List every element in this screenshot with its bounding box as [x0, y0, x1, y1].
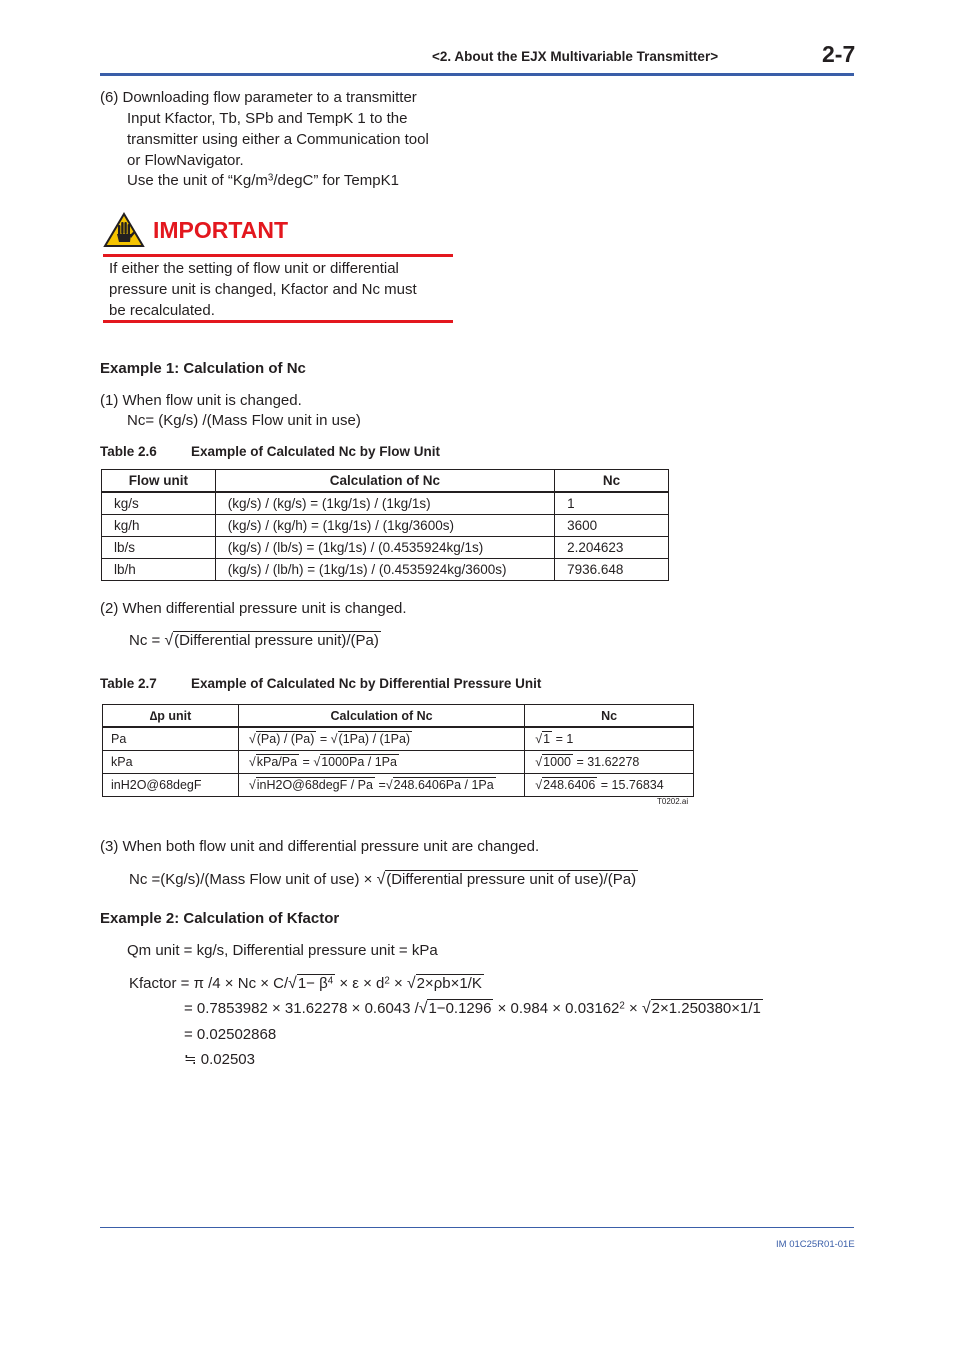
example2-heading: Example 2: Calculation of Kfactor	[100, 910, 340, 927]
important-line3: be recalculated.	[109, 302, 215, 319]
example1-heading: Example 1: Calculation of Nc	[100, 360, 306, 377]
table1-caption-number: Table 2.6	[100, 444, 157, 459]
nc-differential-pressure-table	[102, 704, 694, 797]
step6-line3: transmitter using either a Communication tool	[127, 131, 429, 148]
table1-header-nc: Nc	[555, 470, 669, 493]
table-cell: √kPa/Pa = √1000Pa / 1Pa	[238, 751, 524, 774]
table-cell: √inH2O@68degF / Pa =√248.6406Pa / 1Pa	[238, 774, 524, 797]
step6-line5: Use the unit of “$Kg/m^3$/degC” for TempK1	[127, 172, 399, 189]
kfactor-formula: Kfactor = π $/4 \times Nc \times C/√1- \beta^4 \times \varepsilon \times d^2 \times √2\times\rho b\times 1/K$	[129, 975, 482, 992]
table-cell: √1 = 1	[525, 727, 694, 751]
table2-caption-title: Example of Calculated Nc by Differential Pressure Unit	[191, 676, 542, 691]
table-cell: kPa	[103, 751, 239, 774]
table-cell: 7936.648	[555, 559, 669, 581]
kfactor-result: = 0.02502868	[184, 1026, 277, 1043]
kfactor-rounded: ≒ 0.02503	[184, 1051, 255, 1068]
step6-line1: (6) Downloading flow parameter to a transmitter	[100, 89, 417, 106]
table-cell: Pa	[103, 727, 239, 751]
header-rule	[100, 73, 854, 76]
page-number: 2-7	[822, 41, 856, 67]
important-line1: If either the setting of flow unit or differential	[109, 260, 399, 277]
table-row	[102, 492, 669, 515]
table-row	[103, 751, 694, 774]
table-row	[102, 537, 669, 559]
table-cell: √1000 = 31.62278	[525, 751, 694, 774]
table-cell: kg/h	[102, 515, 216, 537]
important-bottom-rule	[103, 320, 453, 323]
footer-rule	[100, 1227, 854, 1228]
table-cell: 3600	[555, 515, 669, 537]
table2-caption-number: Table 2.7	[100, 676, 157, 691]
important-title: IMPORTANT	[153, 217, 289, 243]
header-section-title: <2. About the EJX Multivariable Transmitter>	[432, 49, 719, 64]
table-cell: 2.204623	[555, 537, 669, 559]
table-cell: kg/s	[102, 492, 216, 515]
warning-hand-icon	[103, 212, 145, 248]
table1-caption-title: Example of Calculated Nc by Flow Unit	[191, 444, 441, 459]
table1-header-calc: Calculation of Nc	[215, 470, 554, 493]
table-cell: √248.6406 = 15.76834	[525, 774, 694, 797]
example1-item3: (3) When both flow unit and differential pressure unit are changed.	[100, 838, 540, 855]
example2-units: Qm unit = kg/s, Differential pressure unit = kPa	[127, 942, 438, 959]
table-cell: 1	[555, 492, 669, 515]
important-top-rule	[103, 254, 453, 257]
table-row	[102, 559, 669, 581]
example1-item3-formula: Nc =(Kg/s)/(Mass Flow unit of use) × √(Differential pressure unit of use)/(Pa)	[129, 871, 637, 888]
example1-item2: (2) When differential pressure unit is changed.	[100, 600, 407, 617]
table-cell: (kg/s) / (kg/s) = (1kg/1s) / (1kg/1s)	[215, 492, 554, 515]
table2-header-nc: Nc	[525, 705, 694, 728]
example1-item2-formula: Nc = √(Differential pressure unit)/(Pa)	[129, 632, 379, 649]
table-cell: lb/h	[102, 559, 216, 581]
important-line2: pressure unit is changed, Kfactor and Nc must	[109, 281, 417, 298]
figure-code: T0202.ai	[657, 797, 689, 806]
table-cell: lb/s	[102, 537, 216, 559]
table-row	[103, 727, 694, 751]
table2-header-calc: Calculation of Nc	[238, 705, 524, 728]
step6-line2: Input Kfactor, Tb, SPb and TempK 1 to the	[127, 110, 408, 127]
table-cell: (kg/s) / (lb/h) = (1kg/1s) / (0.4535924kg/3600s)	[215, 559, 554, 581]
table2-header-dp-unit: ∆p unit	[103, 705, 239, 728]
table-row	[103, 774, 694, 797]
kfactor-substitution: = 0.7853982 × 31.62278 × 0.6043 $/√1-0.1296 \times 0.984 \times 0.03162^2 \times √2\times 1.250380\times 1/1$	[184, 1000, 761, 1017]
table1-header-flow-unit: Flow unit	[102, 470, 216, 493]
document-id: IM 01C25R01-01E	[776, 1239, 855, 1250]
table-cell: inH2O@68degF	[103, 774, 239, 797]
table-row	[102, 515, 669, 537]
table-cell: (kg/s) / (kg/h) = (1kg/1s) / (1kg/3600s)	[215, 515, 554, 537]
example1-item1-formula: Nc= (Kg/s) /(Mass Flow unit in use)	[127, 412, 361, 429]
example1-item1: (1) When flow unit is changed.	[100, 392, 302, 409]
nc-flow-unit-table	[101, 469, 669, 581]
table-cell: √(Pa) / (Pa) = √(1Pa) / (1Pa)	[238, 727, 524, 751]
step6-line4: or FlowNavigator.	[127, 152, 244, 169]
table-cell: (kg/s) / (lb/s) = (1kg/1s) / (0.4535924kg/1s)	[215, 537, 554, 559]
